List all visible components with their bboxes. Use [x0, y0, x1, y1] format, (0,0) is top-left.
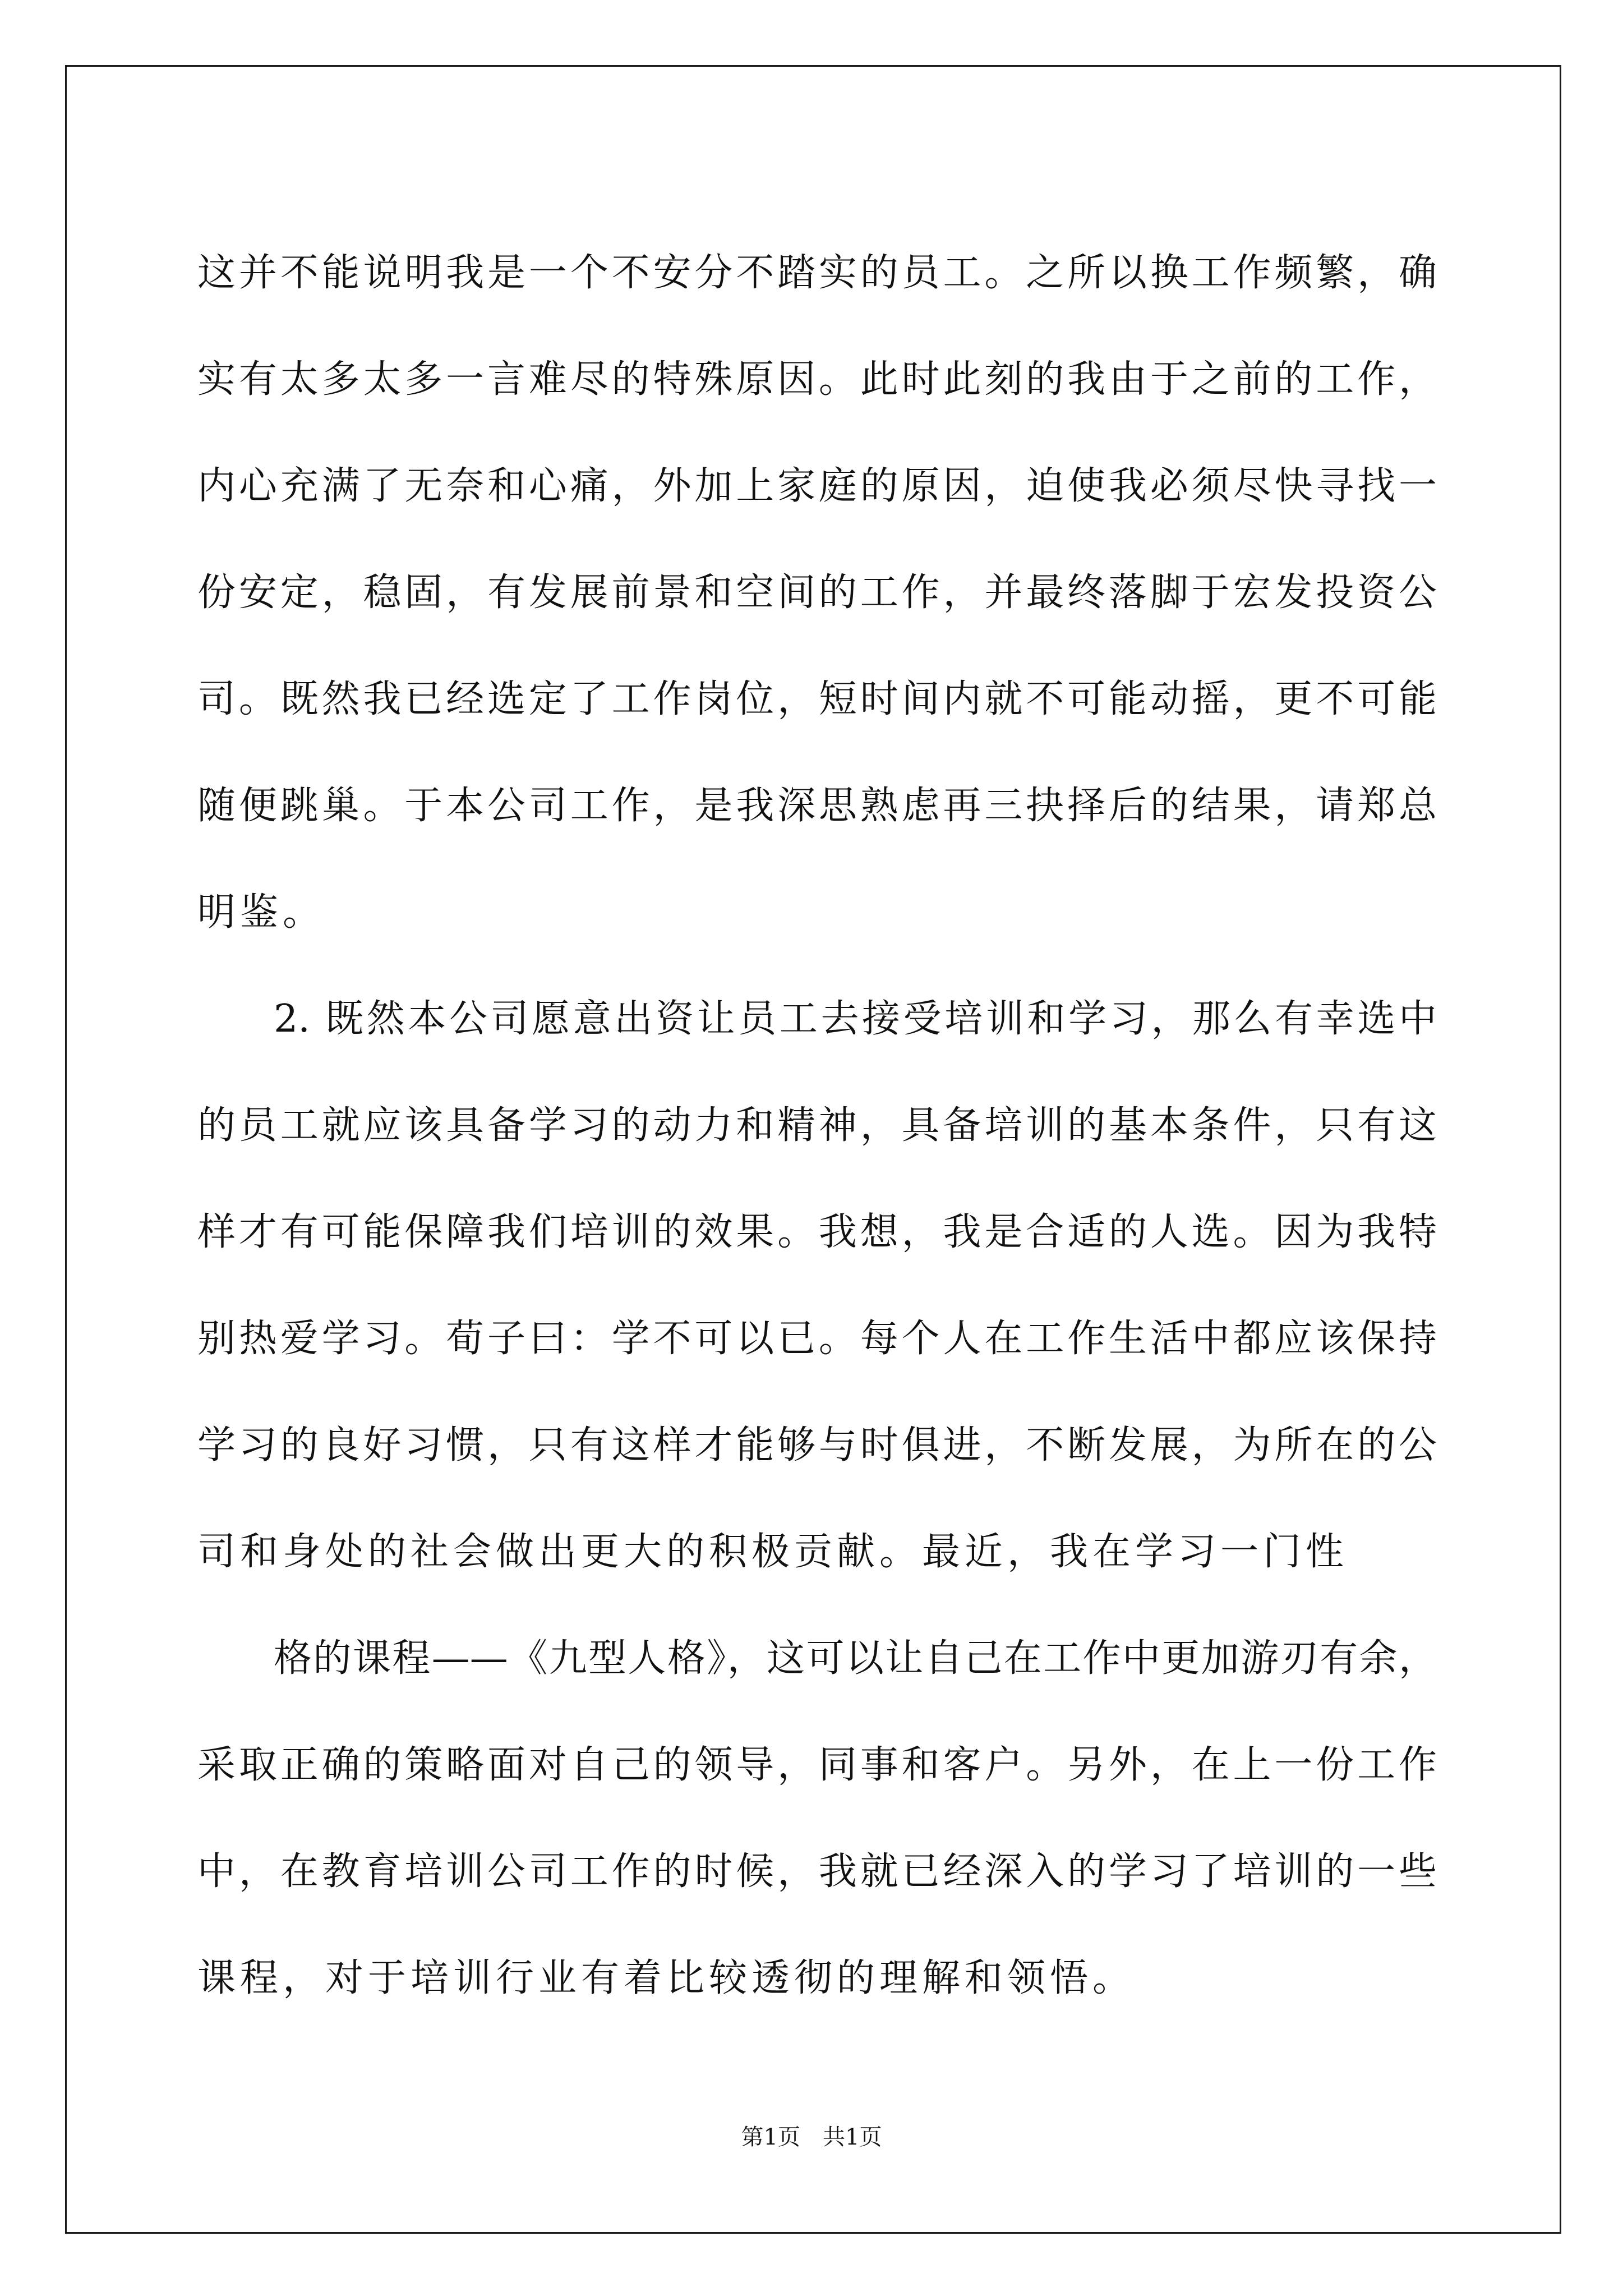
page-number-footer: 第1页 共1页	[741, 2124, 882, 2150]
text-line: 中，在教育培训公司工作的时候，我就已经深入的学习了培训的一些	[197, 1849, 1437, 1894]
text-line-paragraph-start: 格的课程——《九型人格》，这可以让自己在工作中更加游刃有余，	[274, 1636, 1437, 1681]
text-line-paragraph-start: 2. 既然本公司愿意出资让员工去接受培训和学习，那么有幸选中	[274, 997, 1437, 1041]
text-line: 样才有可能保障我们培训的效果。我想，我是合适的人选。因为我特	[197, 1210, 1437, 1254]
text-line: 课程，对于培训行业有着比较透彻的理解和领悟。	[197, 1956, 1136, 2000]
text-line: 这并不能说明我是一个不安分不踏实的员工。之所以换工作频繁，确	[197, 251, 1437, 295]
text-line: 别热爱学习。荀子曰：学不可以已。每个人在工作生活中都应该保持	[197, 1317, 1437, 1361]
text-line: 随便跳巢。于本公司工作，是我深思熟虑再三抉择后的结果，请郑总	[197, 784, 1437, 828]
text-line: 司。既然我已经选定了工作岗位，短时间内就不可能动摇，更不可能	[197, 677, 1437, 721]
text-line: 内心充满了无奈和心痛，外加上家庭的原因，迫使我必须尽快寻找一	[197, 464, 1437, 508]
text-line: 司和身处的社会做出更大的积极贡献。最近，我在学习一门性	[197, 1530, 1349, 1574]
document-body	[197, 220, 1437, 2032]
text-line: 明鉴。	[197, 890, 326, 935]
text-line: 学习的良好习惯，只有这样才能够与时俱进，不断发展，为所在的公	[197, 1423, 1437, 1467]
text-line: 份安定，稳固，有发展前景和空间的工作，并最终落脚于宏发投资公	[197, 570, 1437, 615]
text-line: 的员工就应该具备学习的动力和精神，具备培训的基本条件，只有这	[197, 1103, 1437, 1148]
text-line: 采取正确的策略面对自己的领导，同事和客户。另外，在上一份工作	[197, 1743, 1437, 1787]
text-line: 实有太多太多一言难尽的特殊原因。此时此刻的我由于之前的工作，	[197, 357, 1437, 402]
